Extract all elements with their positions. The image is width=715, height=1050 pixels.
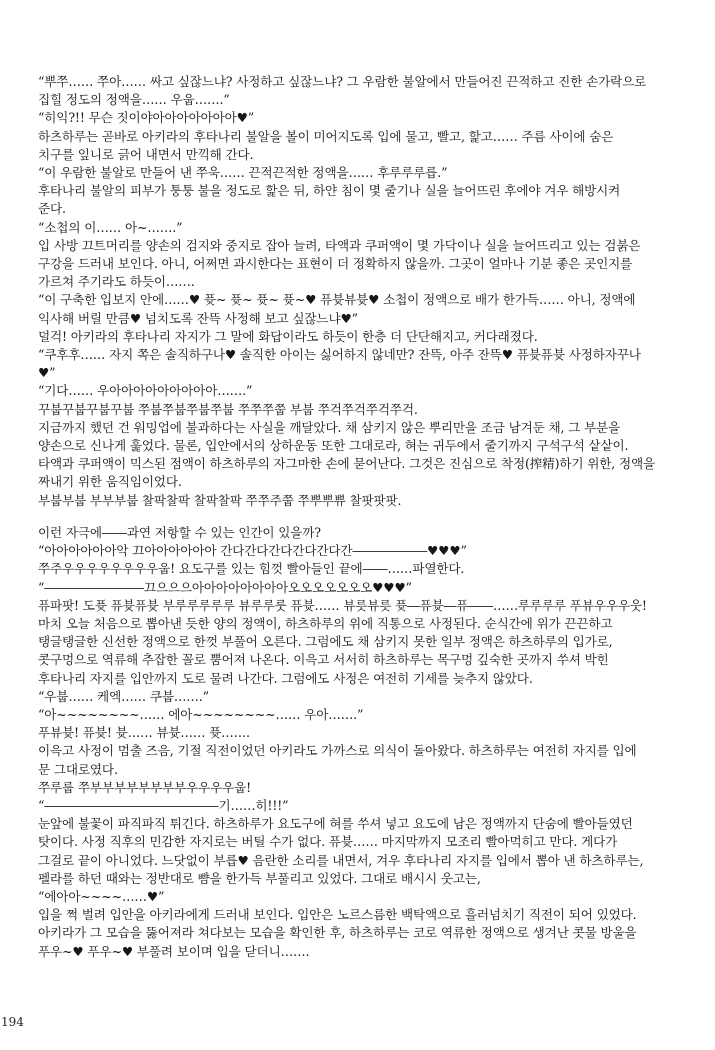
text-line: “――――――――――――――기……히!!!” bbox=[38, 798, 289, 814]
text-line: 퓨파팟! 도퓻 퓨븃퓨븃 부루루루루루 뷰루루룻 퓨븃…… 뷰릇뷰릇 퓻―퓨븃―퓨――……루루루루 푸뷰우우우웃! bbox=[38, 597, 647, 613]
text-line: “이 구축한 입보지 안에……♥ 퓻~ 퓻~ 퓻~ 퓻~♥ 퓨븃뷰븃♥ 소첩이 정액으로 배가 한가득…… 아니, 정액에 bbox=[38, 292, 636, 308]
text-line: 이윽고 사정이 멈출 즈음, 기절 직전이었던 아키라도 가까스로 의식이 돌아왔다. 하츠하루는 여전히 자지를 입에 bbox=[38, 743, 637, 759]
text-line: “소첩의 이…… 아~…….” bbox=[38, 219, 183, 235]
text-line: 가르쳐 주기라도 하듯이……. bbox=[38, 274, 195, 290]
text-line: 쭈주우우우우우우우우웁! 요도구를 있는 힘껏 빨아들인 끝에――……파열한다. bbox=[38, 561, 465, 577]
text-line: “아아아아아아악 끄아아아아아아 간다간다간다간다간다간――――――♥♥♥” bbox=[38, 543, 467, 559]
text-line: 눈앞에 불꽃이 파직파직 튀긴다. 하츠하루가 요도구에 혀를 쑤셔 넣고 요도에 남은 정액까지 단숨에 빨아들였던 bbox=[38, 816, 633, 832]
text-line: 하츠하루는 곧바로 아키라의 후타나리 불알을 볼이 미어지도록 입에 물고, 빨고, 핥고…… 주름 사이에 숨은 bbox=[38, 128, 614, 144]
text-line: 짜내기 위한 움직임이었다. bbox=[38, 474, 182, 490]
text-line: ♥” bbox=[38, 365, 56, 381]
text-block-upper bbox=[38, 73, 686, 510]
text-line: “이 우람한 불알로 만들어 낸 쭈욱…… 끈적끈적한 정액을…… 후루루루릅.” bbox=[38, 165, 448, 181]
page-number: 194 bbox=[1, 1015, 24, 1029]
text-line: “히익?!! 무슨 짓이야아아아아아아아♥” bbox=[38, 110, 255, 126]
text-line: “기다…… 우아아아아아아아아아…….” bbox=[38, 383, 253, 399]
text-line: 덜걱! 아키라의 후타나리 자지가 그 말에 화답이라도 하듯이 한층 더 단단해지고, 커다래졌다. bbox=[38, 328, 538, 344]
text-line: 부붑부붑 부부부붑 찰팍찰팍 찰팍찰팍 쭈쭈주쭙 쭈뿌뿌쀼 찰팟팟팟. bbox=[38, 492, 402, 508]
text-line: 푸우~♥ 푸우~♥ 부풀려 보이며 입을 닫더니……. bbox=[38, 943, 310, 959]
text-line: 후타나리 불알의 피부가 퉁퉁 불을 정도로 핥은 뒤, 하얀 침이 몇 줄기나 실을 늘어뜨린 후에야 겨우 해방시켜 bbox=[38, 183, 621, 199]
text-line: 치구를 잎니로 긁어 내면서 만끽해 간다. bbox=[38, 146, 254, 162]
text-line: “아~~~~~~~~…… 에아~~~~~~~~…… 우아…….” bbox=[38, 707, 364, 723]
text-line: 준다. bbox=[38, 201, 66, 217]
text-line: 펠라를 하던 때와는 정반대로 뺨을 한가득 부풀리고 있었다. 그대로 배시시 웃고는, bbox=[38, 870, 481, 886]
text-line: 입 사방 끄트머리를 양손의 검지와 중지로 잡아 늘려, 타액과 쿠퍼액이 몇 가닥이나 실을 늘어뜨리고 있는 검붉은 bbox=[38, 237, 641, 253]
text-line: 집힐 정도의 정액을…… 우웁…….” bbox=[38, 92, 230, 108]
text-line: 탓이다. 사정 직후의 민감한 자지로는 버틸 수가 없다. 퓨븃…… 마지막까지 모조리 빨아먹히고 만다. 게다가 bbox=[38, 834, 618, 850]
text-line: 그걸로 끝이 아니었다. 느닷없이 부릅♥ 음란한 소리를 내면서, 겨우 후타나리 자지를 입에서 뽑아 낸 하츠하루는, bbox=[38, 852, 644, 868]
text-line: “쿠후후…… 자지 쪽은 솔직하구나♥ 솔직한 아이는 싫어하지 않네만? 잔뜩, 아주 잔뜩♥ 퓨븃퓨븃 사정하자꾸나 bbox=[38, 347, 641, 363]
text-line: 꾸붑꾸붑꾸붑꾸붑 쭈붑쭈붑쭈붑쭈붑 쭈쭈쭈쭙 부붑 쭈걱쭈걱쭈걱쭈걱. bbox=[38, 401, 418, 417]
text-line: “우붑…… 케엑…… 쿠붑…….” bbox=[38, 688, 209, 704]
text-line: 아키라가 그 모습을 뚫어져라 쳐다보는 모습을 확인한 후, 하츠하루는 코로 역류한 정액으로 생겨난 콧물 방울을 bbox=[38, 925, 637, 941]
text-line: 지금까지 했던 건 워밍업에 불과하다는 사실을 깨달았다. 채 삼키지 않은 뿌리만을 조금 남겨둔 채, 그 부분을 bbox=[38, 419, 621, 435]
text-line: 푸뷰븃! 퓨븃! 븃…… 뷰븃…… 퓻……. bbox=[38, 725, 250, 741]
text-line: 콧구멍으로 역류해 추잡한 꼴로 뿜어져 나온다. 이윽고 서서히 하츠하루는 목구멍 깊숙한 곳까지 쑤셔 박힌 bbox=[38, 652, 609, 668]
text-line: “――――――――끄으으으아아아아아아아아오오오오오오오♥♥♥” bbox=[38, 579, 412, 595]
text-line: 쭈루룹 쭈부부부부부부부부우우우우웁! bbox=[38, 779, 252, 795]
text-line: “에아아~~~~……♥” bbox=[38, 889, 165, 905]
text-line: 구강을 드러내 보인다. 아니, 어쩌면 과시한다는 표현이 더 정확하지 않을까. 그곳이 얼마나 기분 좋은 곳인지를 bbox=[38, 256, 633, 272]
text-line: 양손으로 신나게 훑었다. 물론, 입안에서의 상하운동 또한 그대로라, 혀는 귀두에서 줄기까지 구석구석 샅샅이. bbox=[38, 438, 629, 454]
text-line: 마치 오늘 처음으로 뽑아낸 듯한 양의 정액이, 하츠하루의 위에 직통으로 사정된다. 순식간에 위가 끈끈하고 bbox=[38, 616, 613, 632]
text-line: 문 그대로였다. bbox=[38, 761, 118, 777]
text-line: 이런 자극에――과연 저항할 수 있는 인간이 있을까? bbox=[38, 525, 321, 540]
text-block-lower bbox=[38, 524, 686, 961]
text-line: 타액과 쿠퍼액이 믹스된 점액이 하츠하루의 자그마한 손에 묻어난다. 그것은 진심으로 착정(搾精)하기 위한, 정액을 bbox=[38, 456, 656, 472]
text-line: 후타나리 자지를 입안까지 도로 물려 나간다. 그럼에도 사정은 여전히 기세를 늦추지 않았다. bbox=[38, 670, 533, 686]
text-line: “뿌쭈…… 쭈아…… 싸고 싶잖느냐? 사정하고 싶잖느냐? 그 우람한 불알에서 만들어진 끈적하고 진한 손가락으로 bbox=[38, 74, 647, 89]
text-line: 입을 쩍 벌려 입안을 아키라에게 드러내 보인다. 입안은 노르스름한 백탁액으로 흘러넘치기 직전이 되어 있었다. bbox=[38, 907, 637, 923]
text-line: 탱글탱글한 신선한 정액으로 한껏 부풀어 오른다. 그럼에도 채 삼키지 못한 일부 정액은 하츠하루의 입가로, bbox=[38, 634, 613, 650]
text-line: 익사해 버릴 만큼♥ 넘치도록 잔뜩 사정해 보고 싶잖느냐♥” bbox=[38, 310, 358, 326]
